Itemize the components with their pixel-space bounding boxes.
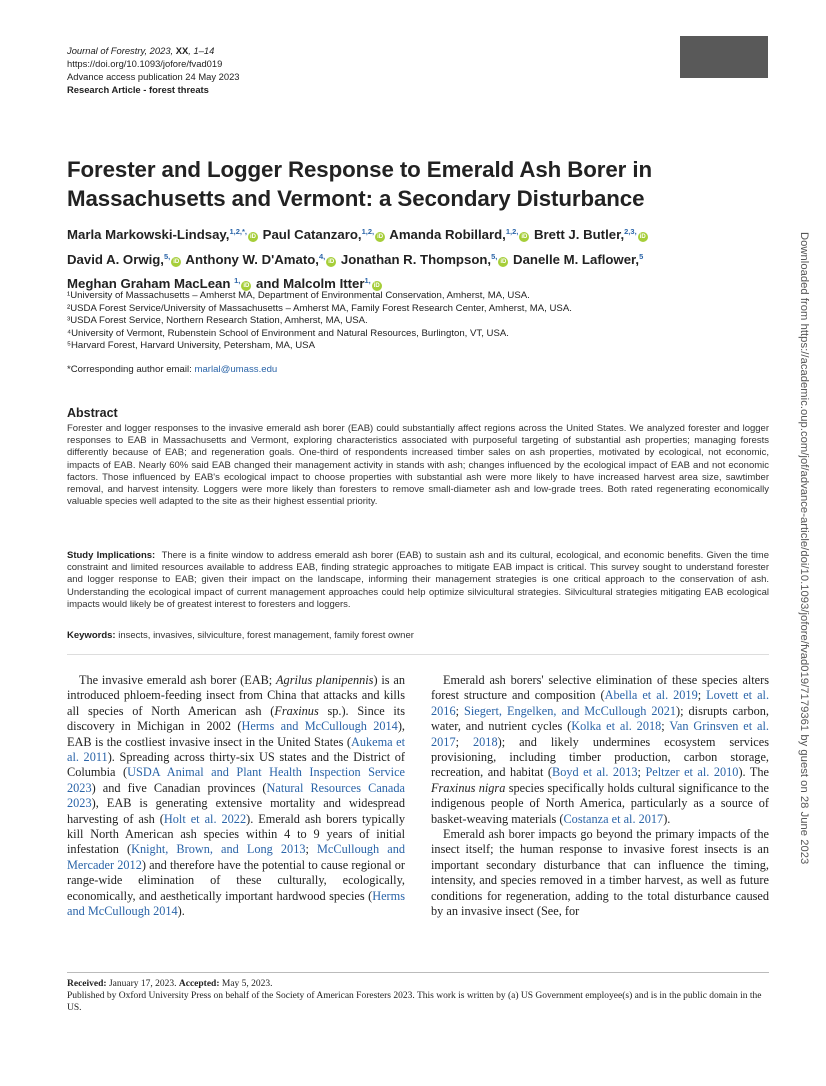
citation-link[interactable]: Natural Resources Canada 2023 (67, 780, 405, 811)
journal-citation: Journal of Forestry, 2023, XX, 1–14 (67, 45, 215, 56)
author-affil-ref[interactable]: 1, (364, 276, 371, 285)
author-affil-ref[interactable]: 5 (639, 251, 644, 261)
affiliation: ⁵Harvard Forest, Harvard University, Petersham, MA, USA (67, 340, 315, 352)
orcid-icon[interactable]: iD (173, 258, 180, 265)
body-paragraph: The invasive emerald ash borer (EAB; Agrilus planipennis) is an introduced phloem-feeding insect from China that attacks and kills all species of North American ash (Fraxinus sp.). Since its discovery in Michigan in 2002 (Herms and McCullough 2014), EAB is the costliest invasive insect in the United States (Aukema et al. 2011). Spreading across thirty-six US states and the District of Columbia (USDA Animal and Plant Health Inspection Service 2023) and five Canadian provinces (Natural Resources Canada 2023), EAB is generating extensive mortality and widespread harvesting of ash (Holt et al. 2022). Emerald ash borers typically kill North American ash species within 4 to 9 years of initial infestation (Knight, Brown, and Long 2013; McCullough and Mercader 2012) and therefore have the potential to cause regional or range-wide elimination of these culturally, ecologically, economically, and aesthetically important hardwood species (Herms and McCullough 2014). (67, 673, 406, 919)
citation-link[interactable]: Herms and McCullough 2014 (241, 719, 398, 734)
publisher-logo-text: OXFORD (691, 82, 757, 94)
article-title: Forester and Logger Response to Emerald Ash Borer in Massachusetts and Vermont: a Secondary Disturbance (67, 157, 652, 211)
affiliation: ¹University of Massachusetts – Amherst MA, Department of Environmental Conservation, Amherst, MA, USA. (67, 290, 530, 301)
footer-divider (67, 972, 769, 973)
author-affil-ref[interactable]: 1, (234, 276, 241, 285)
author-affil-ref[interactable]: 1,2, (505, 227, 519, 236)
publisher-notice: Published by Oxford University Press on behalf of the Society of American Foresters 2023. This work is written by (a) US Government employee(s) and is in the public domain in the US. (67, 991, 762, 1014)
keywords-label: Keywords: (67, 630, 116, 641)
author-affil-ref[interactable]: 2,3, (624, 227, 637, 236)
author-name[interactable]: Anthony W. D'Amato, (185, 251, 319, 267)
author-list (67, 221, 767, 295)
article-type: Research Article - forest threats (67, 84, 209, 95)
journal-meta (67, 44, 240, 96)
author-name[interactable]: Amanda Robillard, (389, 227, 506, 242)
citation-link[interactable]: Knight, Brown, and Long 2013 (131, 842, 306, 857)
doi-link[interactable]: https://doi.org/10.1093/jofore/fvad019 (67, 58, 223, 69)
orcid-icon[interactable]: iD (328, 258, 335, 265)
corresponding-label: *Corresponding author email: (67, 364, 195, 375)
author-name[interactable]: Marla Markowski-Lindsay, (67, 227, 230, 242)
author-name[interactable]: Danelle M. Laflower, (513, 251, 640, 267)
author-affil-ref[interactable]: 5, (491, 251, 498, 261)
body-paragraph: Emerald ash borer impacts go beyond the primary impacts of the insect itself; the human response to invasive forest insects is an important secondary disturbance that can influence the timing, intensity, and species removed in a timber harvest, as well as future conditions for regeneration, adding to the total disturbance caused by an invasive insect (See, for (431, 827, 769, 919)
orcid-icon[interactable]: iD (500, 258, 507, 265)
orcid-icon[interactable]: iD (521, 234, 528, 240)
author-name[interactable]: and Malcolm Itter (256, 276, 365, 291)
author-name[interactable]: David A. Orwig, (67, 251, 164, 267)
implications-text: There is a finite window to address emerald ash borer (EAB) to sustain ash and its cultural, ecological, and economic benefits. Given the time constraint and limited resources available to address EAB, finding strategic approaches to mitigate EAB impact is critical. This survey sought to understand forester and logger response to EAB; given their impact on the landscape, informing their management strategies is one critical approach to the conservation of ash. Understanding the ecological impact of current management approaches could help optimize silvicultural strategies. Silvicultural strategies mitigating EAB ecological impacts would likely be of greatest interest to foresters and loggers. (67, 550, 770, 610)
citation-link[interactable]: Aukema et al. 2011 (67, 734, 405, 765)
download-watermark-text: Downloaded from https://academic.oup.com/jof/advance-article/doi/10.1093/jofore/fvad019/7179361 by guest on 28 June 2023 (798, 232, 810, 865)
citation-link[interactable]: Siegert, Engelken, and McCullough 2021 (464, 703, 676, 718)
body-paragraph: Emerald ash borers' selective elimination of these species alters forest structure and composition (Abella et al. 2019; Lovett et al. 2016; Siegert, Engelken, and McCullough 2021); disrupts carbon, water, and nutrient cycles (Kolka et al. 2018; Van Grinsven et al. 2017; 2018); and likely undermines ecosystem services provisioning, including timber production, carbon storage, recreation, and habitat (Boyd et al. 2013; Peltzer et al. 2010). The Fraxinus nigra species specifically holds cultural significance to the indigenous people of North America, particularly as a source of basket-weaving materials (Costanza et al. 2017). (431, 673, 770, 826)
citation-link[interactable]: Abella et al. 2019 (604, 688, 698, 703)
author-affil-ref[interactable]: 1,2, (361, 227, 375, 236)
affiliations (67, 290, 767, 353)
implications-label: Study Implications: (67, 550, 156, 561)
author-name[interactable]: Brett J. Butler, (534, 227, 625, 242)
citation-link[interactable]: Holt et al. 2022 (163, 811, 247, 826)
corresponding-author (67, 364, 277, 375)
orcid-icon[interactable]: iD (377, 234, 384, 240)
citation-link[interactable]: Kolka et al. 2018 (571, 719, 662, 734)
author-affil-ref[interactable]: 5, (163, 251, 171, 261)
download-watermark (796, 232, 810, 864)
footer-notes (67, 978, 769, 1015)
body-column-right (431, 673, 769, 920)
orcid-icon[interactable]: iD (243, 283, 250, 289)
author-name[interactable]: Jonathan R. Thompson, (340, 251, 492, 267)
publisher-logo[interactable] (680, 36, 768, 94)
advance-access-date: Advance access publication 24 May 2023 (67, 71, 240, 82)
citation-link[interactable]: Boyd et al. 2013 (552, 765, 638, 780)
citation-link[interactable]: Herms and McCullough 2014 (67, 888, 405, 919)
author-affil-ref[interactable]: 1,2,*, (229, 227, 247, 236)
citation-link[interactable]: Peltzer et al. 2010 (645, 765, 739, 780)
affiliation: ³USDA Forest Service, Northern Research Station, Amherst, MA, USA. (67, 315, 368, 327)
affiliation: ⁴University of Vermont, Rubenstein School of Environment and Natural Resources, Burlington, VT, USA. (67, 327, 509, 339)
author-affil-ref[interactable]: 4, (318, 251, 326, 261)
citation-link[interactable]: Lovett et al. 2016 (431, 688, 770, 718)
keywords (67, 630, 769, 641)
body-column-left (67, 673, 405, 920)
citation-link[interactable]: McCullough and Mercader 2012 (67, 842, 406, 872)
citation-link[interactable]: Costanza et al. 2017 (563, 811, 664, 826)
study-implications (67, 550, 769, 611)
orcid-icon[interactable]: iD (373, 283, 380, 289)
abstract-text: Forester and logger responses to the invasive emerald ash borer (EAB) could substantially affect regions across the United States. We analyzed forester and logger responses to EAB in Massachusetts and Vermont, exploring characteristics associated with purposeful targeting of substantial ash properties; managing forests differently because of EAB; and regeneration goals. One-third of respondents increased timber sales on ash properties, motivated by ecological, not economic, impacts of EAB. Nearly 60% said EAB changed their management activity in stands with ash; changes influenced by the ecological impact of EAB and not economic factors. Those influenced by EAB's ecological impact to choose properties with substantial ash were more likely to have increased harvest area size, sawtimber removal, and harvest intensity. Loggers were more likely than foresters to remove small-diameter ash and low-grade trees. Both rated regenerating economically valuable species well adapted to the site as their highest essential priority. (67, 423, 769, 508)
abstract-heading: Abstract (67, 406, 118, 420)
author-name[interactable]: Meghan Graham MacLean (67, 276, 231, 291)
author-name[interactable]: Paul Catanzaro, (262, 227, 362, 242)
section-divider (67, 654, 769, 655)
corresponding-email-link[interactable]: marlal@umass.edu (194, 364, 278, 375)
citation-link[interactable]: Van Grinsven et al. 2017 (431, 719, 769, 749)
orcid-icon[interactable]: iD (639, 234, 646, 240)
orcid-icon[interactable]: iD (249, 234, 256, 240)
received-accepted: Received: January 17, 2023. Accepted: May 5, 2023. (67, 979, 273, 989)
keywords-text: insects, invasives, silviculture, forest management, family forest owner (118, 630, 414, 641)
affiliation: ²USDA Forest Service/University of Massachusetts – Amherst MA, Family Forest Research Center, Amherst, MA, USA. (67, 302, 572, 314)
citation-link[interactable]: 2018 (473, 734, 498, 749)
citation-link[interactable]: USDA Animal and Plant Health Inspection Service 2023 (67, 765, 405, 795)
